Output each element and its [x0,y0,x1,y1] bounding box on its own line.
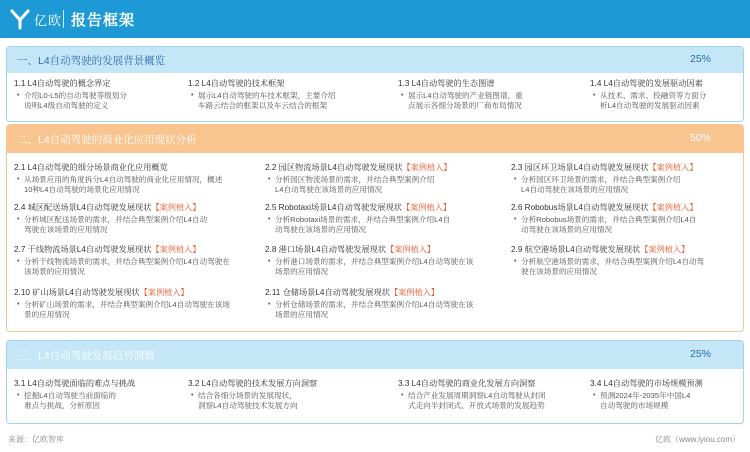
section-percent: 25% [689,348,711,360]
outline-item [14,378,135,411]
bullet-icon: • [268,301,271,308]
item-description [265,175,452,195]
item-description [14,300,230,320]
logo-text: 亿欧 [34,12,63,28]
item-title [265,244,473,255]
section-header [7,125,743,153]
item-description [590,391,703,411]
bullet-icon: • [17,216,20,223]
outline-item [511,202,698,235]
description-line: 动驾驶在该场景的应用情况 [521,225,613,234]
item-title-text: 2.6 Robobus场景L4自动驾驶发展现状 [511,203,649,212]
item-title: 1.2 L4自动驾驶的技术框架 [188,79,285,88]
item-description [511,257,704,277]
outline-item [14,162,222,195]
description-line: 驾驶在该场景的应用情况 [24,225,108,234]
item-description [265,257,473,277]
item-title: 3.2 L4自动驾驶的技术发展方向洞察 [188,379,318,388]
item-description [14,391,135,411]
item-description [14,91,127,111]
section-background [6,46,744,122]
description-line: 车路云结合的框架以及车云结合的框架 [198,101,328,110]
item-title [265,287,473,298]
description-line: 从技术、需求、投融资等方面分 [600,91,707,100]
section-percent: 50% [689,132,711,144]
outline-item [398,78,523,111]
item-title: 3.3 L4自动驾驶的商业化发展方向洞察 [398,379,536,388]
item-title-text: 2.5 Robotaxi场景L4自动驾驶发展现状 [265,203,402,212]
description-line: 景的应用情况 [24,310,70,319]
description-line: 分析园区物流场景的需求，并结合典型案例介绍 [275,175,435,184]
case-tag: 【案例植入】 [151,245,201,254]
item-title: 1.4 L4自动驾驶的发展驱动因素 [590,79,703,88]
description-line: 从场景应用的角度拆分L4自动驾驶的商业化应用情况，概述 [24,175,223,184]
description-line: 分析Robotaxi场景的需求，并结合典型案例介绍L4自 [275,215,451,224]
bullet-icon: • [514,258,517,265]
description-line: 说明L4级自动驾驶的定义 [24,101,109,110]
item-title-text: 2.3 园区环卫场景L4自动驾驶发展现状 [511,163,649,172]
outline-item [590,378,703,411]
description-line: 展示L4自动驾驶的车技术框架，主要介绍 [198,91,336,100]
description-line: 难点与挑战，分析原因 [24,401,100,410]
description-line: L4自动驾驶在该场景的应用情况 [275,185,383,194]
description-line: 分析港口场景的需求，并结合典型案例介绍L4自动驾驶在该 [275,257,474,266]
description-line: 10种L4自动驾驶的场景化应用情况 [24,185,140,194]
description-line: 分析干线物流场景的需求，并结合典型案例介绍L4自动驾驶在 [24,257,230,266]
header-bar [0,0,750,38]
item-title [511,162,698,173]
header-divider [63,10,64,28]
section-header [7,47,743,73]
bullet-icon: • [191,392,194,399]
bullet-icon: • [268,258,271,265]
description-line: 驶在该场景的应用情况 [521,267,597,276]
item-description [188,91,336,111]
description-line: 预测2024年-2035年中国L4 [600,391,691,400]
description-line: 结合产业发展周期洞察L4自动驾驶从封闭 [408,391,546,400]
item-description [188,391,317,411]
outline-item [14,78,127,111]
description-line: 洞察L4自动驾驶技术发展方向 [198,401,298,410]
item-title-text: 2.1 L4自动驾驶的细分场景商业化应用概览 [14,163,168,172]
description-line: 挖掘L4自动驾驶当前面临的 [24,391,116,400]
description-line: 分析园区环卫场景的需求，并结合典型案例介绍 [521,175,681,184]
item-title: 1.3 L4自动驾驶的生态图谱 [398,79,495,88]
outline-item [265,244,473,277]
section-trends [6,340,744,424]
section-application [6,124,744,332]
item-title [265,202,451,213]
item-description [511,215,698,235]
item-title [14,162,222,173]
item-description [14,175,222,195]
description-line: 该场景的应用情况 [24,267,85,276]
bullet-icon: • [17,392,20,399]
description-line: 分析城区配送场景的需求，并结合典型案例介绍L4自动 [24,215,208,224]
case-tag: 【案例植入】 [139,288,189,297]
item-title-text: 2.11 仓储场景L4自动驾驶发展现状 [265,288,390,297]
page-title: 报告框架 [71,12,136,29]
bullet-icon: • [17,258,20,265]
case-tag: 【案例植入】 [389,288,440,297]
item-description [14,257,230,277]
description-line: 介绍L0-L5的自动驾驶等级划分 [24,91,127,100]
item-title-text: 2.2 园区物流场景L4自动驾驶发展现状 [265,163,403,172]
item-title [14,202,207,213]
section-header [7,341,743,369]
bullet-icon: • [401,92,404,99]
case-tag: 【案例植入】 [386,245,436,254]
outline-item [14,244,230,277]
item-title [14,287,230,298]
yiou-logo-icon [9,8,31,30]
description-line: 式走向半封闭式、开放式场景的发展趋势 [408,401,545,410]
item-description [398,91,523,111]
description-line: L4自动驾驶在该场景的应用情况 [521,185,629,194]
bullet-icon: • [593,92,596,99]
section-title: 三、L4自动驾驶发展趋势洞察 [17,350,155,362]
description-line: 结合各细分场景的发展现状， [198,391,297,400]
section-percent: 25% [689,53,711,65]
bullet-icon: • [268,216,271,223]
description-line: 动驾驶在该场景的应用情况 [275,225,367,234]
footer-source: 来源：亿欧智库 [8,435,64,444]
description-line: 点展示各细分场景的厂商布局情况 [408,101,522,110]
outline-item [265,287,473,320]
description-line: 分析航空港场景的需求，并结合典型案例介绍L4自动驾 [521,257,705,266]
outline-item [511,162,698,195]
item-description [265,300,473,320]
item-title [511,202,698,213]
section-title: 二、L4自动驾驶的商业化应用现状分析 [17,134,197,146]
item-description [398,391,546,411]
outline-item [511,244,704,277]
item-title-text: 2.9 航空港场景L4自动驾驶发展现状 [511,245,641,254]
item-title-text: 2.10 矿山场景L4自动驾驶发展现状 [14,288,140,297]
item-description [265,215,451,235]
item-title: 1.1 L4自动驾驶的概念界定 [14,79,111,88]
outline-item [265,162,452,195]
item-title-text: 2.4 城区配送场景L4自动驾驶发展现状 [14,203,152,212]
description-line: 场景的应用情况 [275,310,329,319]
case-tag: 【案例植入】 [401,203,452,212]
outline-item [188,78,336,111]
case-tag: 【案例植入】 [648,163,698,172]
description-line: 展示L4自动驾驶的产业链图谱，重 [408,91,523,100]
footer-site: 亿欧（www.iyiou.com） [655,435,740,444]
logo [9,8,62,30]
case-tag: 【案例植入】 [648,203,698,212]
description-line: 分析仓储场景的需求，并结合典型案例介绍L4自动驾驶在该 [275,300,474,309]
outline-item [265,202,451,235]
case-tag: 【案例植入】 [151,203,201,212]
description-line: 析L4自动驾驶的发展驱动因素 [600,101,700,110]
bullet-icon: • [514,176,517,183]
bullet-icon: • [514,216,517,223]
item-title [265,162,452,173]
item-title-text: 2.8 港口场景L4自动驾驶发展现状 [265,245,387,254]
item-description [511,175,698,195]
item-description [590,91,706,111]
description-line: 分析矿山场景的需求，并结合典型案例介绍L4自动驾驶在该场 [24,300,230,309]
bullet-icon: • [593,392,596,399]
bullet-icon: • [17,176,20,183]
bullet-icon: • [401,392,404,399]
description-line: 场景的应用情况 [275,267,329,276]
outline-item [398,378,546,411]
bullet-icon: • [17,301,20,308]
item-title [511,244,704,255]
outline-item [590,78,706,111]
item-description [14,215,207,235]
case-tag: 【案例植入】 [402,163,452,172]
item-title-text: 2.7 干线物流场景L4自动驾驶发展现状 [14,245,152,254]
outline-item [188,378,317,411]
item-title [14,244,230,255]
section-title: 一、L4自动驾驶的发展背景概览 [17,55,166,67]
outline-item [14,202,207,235]
description-line: 自动驾驶的市场规模 [600,401,669,410]
outline-item [14,287,230,320]
bullet-icon: • [191,92,194,99]
bullet-icon: • [17,92,20,99]
case-tag: 【案例植入】 [640,245,690,254]
bullet-icon: • [268,176,271,183]
item-title: 3.1 L4自动驾驶面临的难点与挑战 [14,379,136,388]
description-line: 分析Robobus场景的需求，并结合典型案例介绍L4自 [521,215,697,224]
item-title: 3.4 L4自动驾驶的市场规模预测 [590,379,703,388]
